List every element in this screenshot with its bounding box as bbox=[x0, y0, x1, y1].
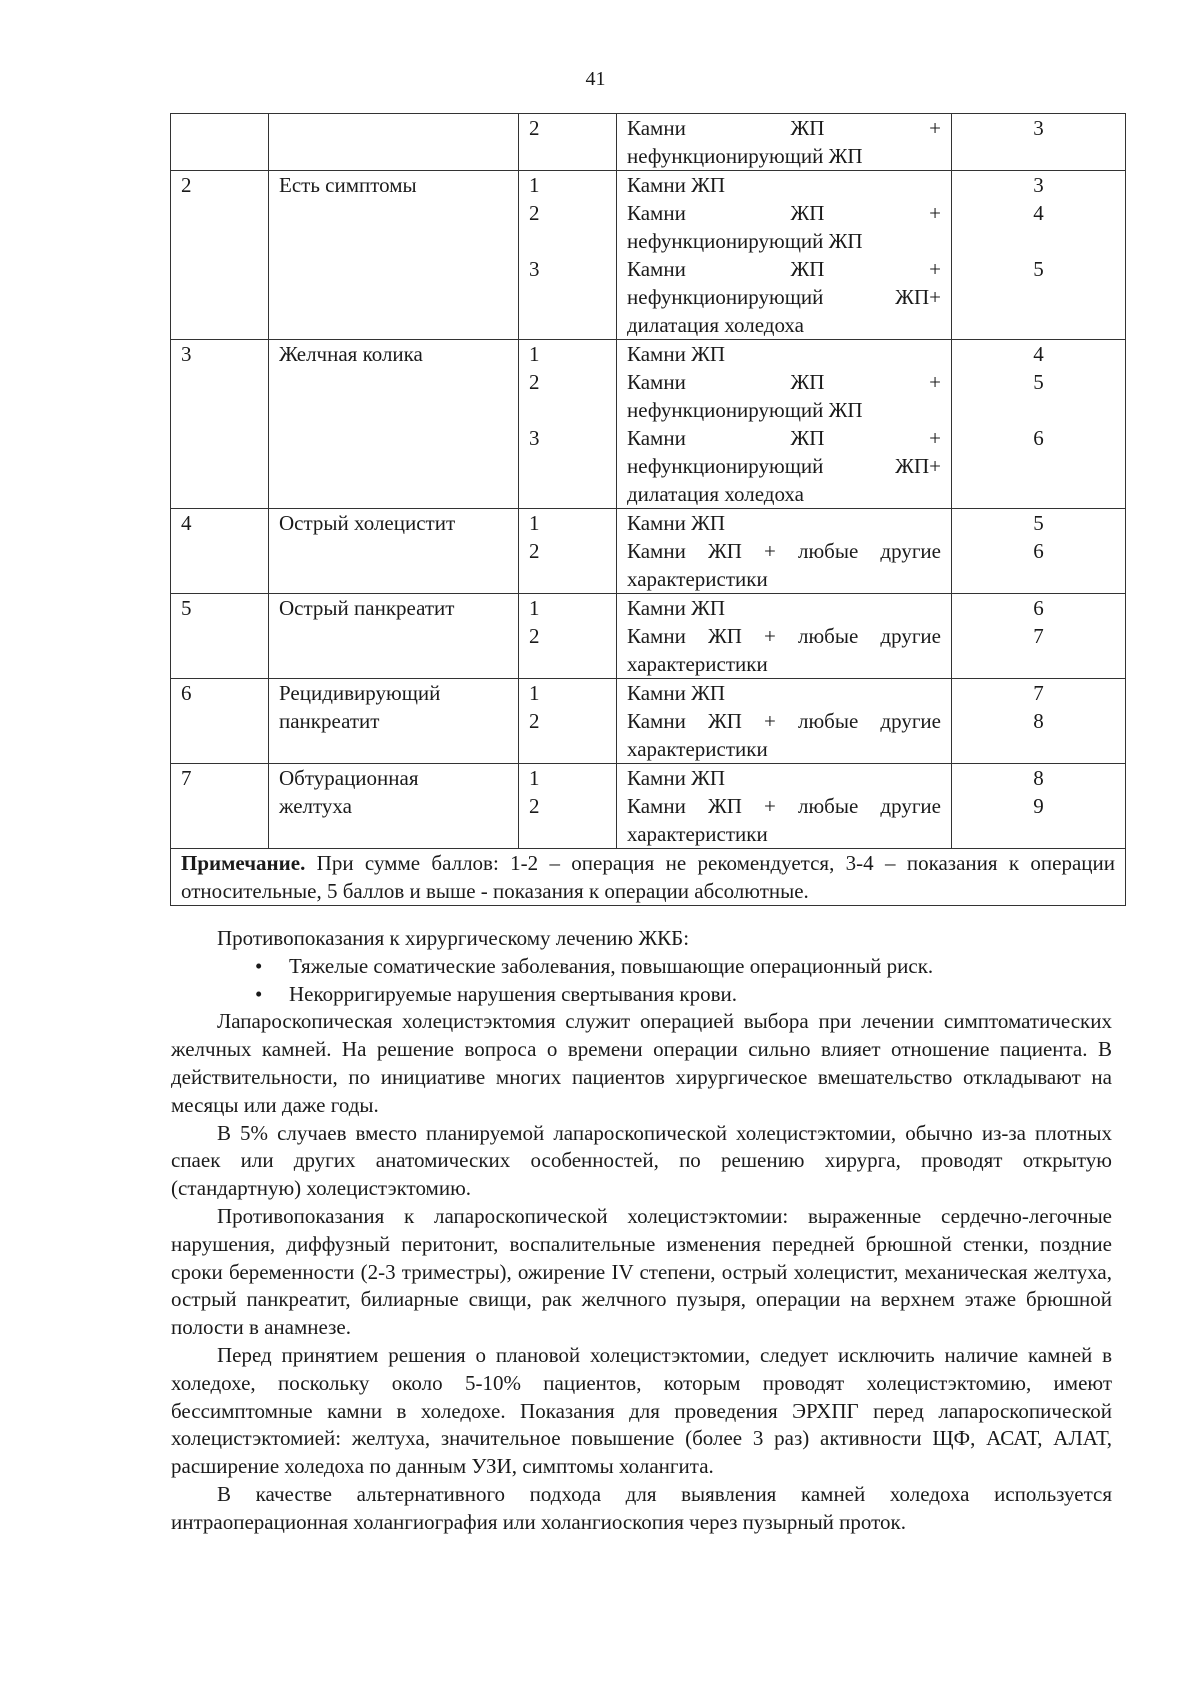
table-row bbox=[171, 114, 1126, 171]
table-row bbox=[171, 340, 1126, 509]
paragraph: В качестве альтернативного подхода для выявления камней холедоха используется интраоперационная холангиография или холангиоскопия через пузырный проток. bbox=[171, 1481, 1112, 1534]
grade-cell: 1 2 3 bbox=[519, 171, 617, 340]
list-item: • Тяжелые соматические заболевания, повышающие операционный риск. bbox=[171, 953, 1112, 981]
body-text bbox=[171, 925, 1112, 1537]
contraindications-list bbox=[171, 953, 1112, 1009]
score-cell: 3 4 5 bbox=[952, 171, 1126, 340]
score-cell: 5 6 bbox=[952, 509, 1126, 594]
score-cell: 8 9 bbox=[952, 764, 1126, 849]
description-cell: Камни ЖП + нефункционирующий ЖП bbox=[617, 114, 952, 171]
row-number-cell: 5 bbox=[171, 594, 269, 679]
description-cell: Камни ЖП Камни ЖП + любые другие характеристики bbox=[617, 594, 952, 679]
condition-cell: Обтурационная желтуха bbox=[269, 764, 519, 849]
score-cell: 7 8 bbox=[952, 679, 1126, 764]
note-label: Примечание. bbox=[181, 851, 306, 875]
row-number-cell: 6 bbox=[171, 679, 269, 764]
list-item: • Некорригируемые нарушения свертывания крови. bbox=[171, 981, 1112, 1009]
table-body bbox=[171, 114, 1126, 849]
score-cell: 3 bbox=[952, 114, 1126, 171]
grade-cell: 1 2 bbox=[519, 509, 617, 594]
description-cell: Камни ЖП Камни ЖП + нефункционирующий ЖП Камни ЖП + нефункционирующий ЖП+ дилатация холедоха bbox=[617, 171, 952, 340]
table-row bbox=[171, 764, 1126, 849]
condition-cell: Есть симптомы bbox=[269, 171, 519, 340]
grade-cell: 1 2 bbox=[519, 594, 617, 679]
table-row bbox=[171, 594, 1126, 679]
description-cell: Камни ЖП Камни ЖП + нефункционирующий ЖП Камни ЖП + нефункционирующий ЖП+ дилатация холедоха bbox=[617, 340, 952, 509]
row-number-cell: 2 bbox=[171, 171, 269, 340]
row-number-cell bbox=[171, 114, 269, 171]
grade-cell: 1 2 bbox=[519, 679, 617, 764]
score-table bbox=[170, 113, 1126, 906]
table-note bbox=[171, 849, 1126, 906]
description-cell: Камни ЖП Камни ЖП + любые другие характеристики bbox=[617, 679, 952, 764]
row-number-cell: 3 bbox=[171, 340, 269, 509]
condition-cell: Рецидивирующий панкреатит bbox=[269, 679, 519, 764]
paragraph: В 5% случаев вместо планируемой лапароскопической холецистэктомии, обычно из-за плотных спаек или других анатомических особенностей, по решению хирурга, проводят открытую (стандартную) холецистэктомию. bbox=[171, 1120, 1112, 1201]
grade-cell: 1 2 bbox=[519, 764, 617, 849]
grade-cell: 2 bbox=[519, 114, 617, 171]
description-cell: Камни ЖП Камни ЖП + любые другие характеристики bbox=[617, 764, 952, 849]
table-row bbox=[171, 509, 1126, 594]
paragraph: Перед принятием решения о плановой холецистэктомии, следует исключить наличие камней в холедохе, поскольку около 5-10% пациентов, которым проводят холецистэктомию, имеют бессимптомные камни в холедохе. Показания для проведения ЭРХПГ перед лапароскопической холецистэктомией: желтуха, значительное повышение (более 3 раз) активности ЩФ, АСАТ, АЛАТ, расширение холедоха по данным УЗИ, симптомы холангита. bbox=[171, 1342, 1112, 1479]
condition-cell: Желчная колика bbox=[269, 340, 519, 509]
note-text: При сумме баллов: 1-2 – операция не рекомендуется, 3-4 – показания к операции относительные, 5 баллов и выше - показания к операции абсолютные. bbox=[181, 851, 1115, 903]
contraindications-intro: Противопоказания к хирургическому лечению ЖКБ: bbox=[217, 926, 690, 950]
grade-cell: 1 2 3 bbox=[519, 340, 617, 509]
score-cell: 6 7 bbox=[952, 594, 1126, 679]
row-number-cell: 4 bbox=[171, 509, 269, 594]
description-cell: Камни ЖП Камни ЖП + любые другие характеристики bbox=[617, 509, 952, 594]
bullet-icon: • bbox=[255, 953, 263, 978]
condition-cell: Острый холецистит bbox=[269, 509, 519, 594]
condition-cell: Острый панкреатит bbox=[269, 594, 519, 679]
row-number-cell: 7 bbox=[171, 764, 269, 849]
paragraph: Лапароскопическая холецистэктомия служит операцией выбора при лечении симптоматических желчных камней. На решение вопроса о времени операции сильно влияет отношение пациента. В действительности, по инициативе многих пациентов хирургическое вмешательство откладывают на месяцы или даже годы. bbox=[171, 1009, 1112, 1117]
score-cell: 4 5 6 bbox=[952, 340, 1126, 509]
condition-cell bbox=[269, 114, 519, 171]
page-number: 41 bbox=[585, 68, 606, 90]
table-row bbox=[171, 679, 1126, 764]
table-note-row bbox=[171, 849, 1126, 906]
table-row bbox=[171, 171, 1126, 340]
paragraph: Противопоказания к лапароскопической холецистэктомии: выраженные сердечно-легочные нарушения, диффузный перитонит, воспалительные изменения передней брюшной стенки, поздние сроки беременности (2-3 триместры), ожирение IV степени, острый холецистит, механическая желтуха, острый панкреатит, билиарные свищи, рак желчного пузыря, операции на верхнем этаже брюшной полости в анамнезе. bbox=[171, 1203, 1112, 1340]
bullet-icon: • bbox=[255, 981, 263, 1006]
